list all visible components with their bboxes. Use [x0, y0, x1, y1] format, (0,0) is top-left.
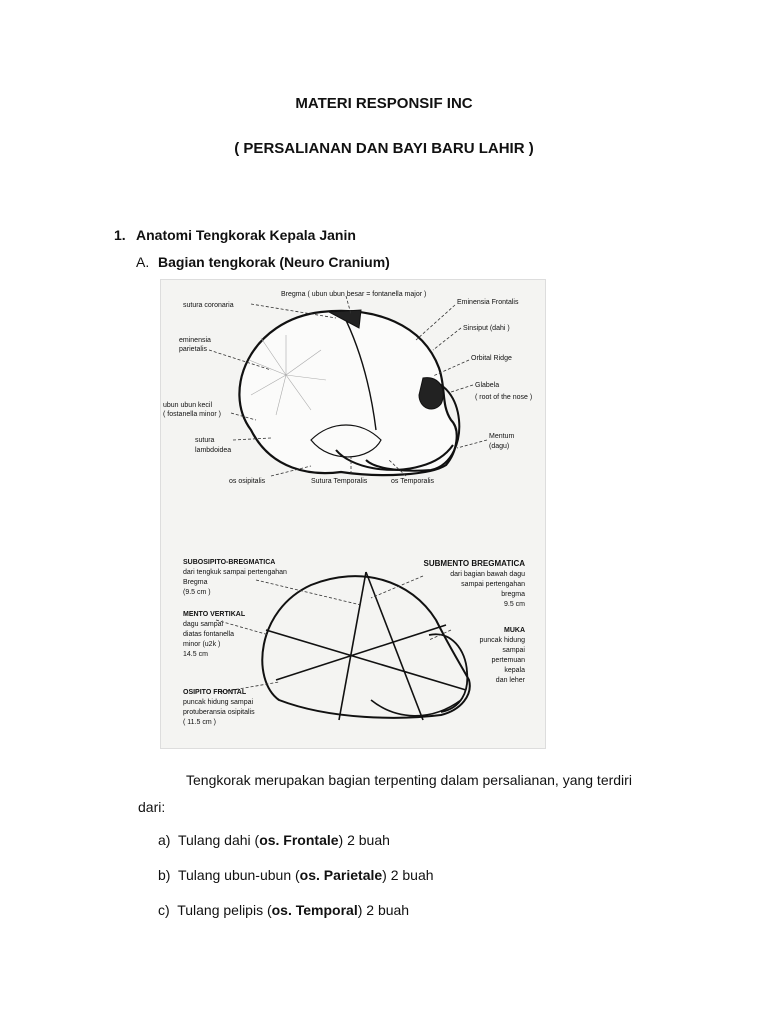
label-mentum-1: Mentum: [489, 433, 515, 440]
label-os-osipitalis: os osipitalis: [229, 478, 266, 485]
label-submento-4: 9.5 cm: [503, 601, 525, 608]
face-outline-2: [429, 634, 467, 712]
label-glabela-1: Glabela: [475, 382, 500, 389]
list-bold-term: os. Frontale: [259, 832, 339, 848]
skull-anatomy-figure: [160, 279, 546, 749]
label-mento-title: MENTO VERTIKAL: [183, 611, 246, 618]
list-item: [158, 867, 434, 883]
cranium-outline-2: [262, 576, 469, 718]
list-bold-term: os. Parietale: [299, 867, 383, 883]
list-text-end: ) 2 buah: [382, 867, 434, 883]
label-ubun-kecil-1: ubun ubun kecil: [163, 402, 213, 409]
label-sinsiput: Sinsiput (dahi ): [463, 325, 510, 332]
label-sutura-lambdoidea-2: lambdoidea: [195, 447, 232, 454]
label-mento-3: minor (u2k ): [183, 641, 221, 648]
paragraph-line-2: dari:: [138, 799, 166, 815]
label-submento-title: SUBMENTO BREGMATICA: [423, 559, 525, 568]
label-muka-3: pertemuan: [491, 657, 525, 664]
label-eminensia-parietalis-1: eminensia: [179, 337, 211, 344]
label-subosipito-2: Bregma: [183, 579, 208, 586]
label-submento-1: dari bagian bawah dagu: [450, 571, 525, 578]
list-bold-term: os. Temporal: [271, 902, 358, 918]
page-subtitle: ( PERSALIANAN DAN BAYI BARU LAHIR ): [234, 140, 534, 157]
label-muka-5: dan leher: [495, 677, 525, 684]
label-mento-4: 14.5 cm: [183, 651, 208, 658]
label-subosipito-title: SUBOSIPITO-BREGMATICA: [183, 559, 276, 566]
label-orbital-ridge: Orbital Ridge: [471, 355, 512, 362]
section-number: 1.: [114, 227, 126, 243]
label-osipito-title: OSIPITO FRONTAL: [183, 689, 247, 696]
bottom-labels: [183, 559, 526, 726]
list-marker: b): [158, 867, 171, 883]
page-title: MATERI RESPONSIF INC: [295, 95, 473, 112]
list-text: Tulang dahi (: [177, 832, 260, 848]
label-osipito-1: puncak hidung sampai: [183, 699, 254, 706]
label-os-temporalis: os Temporalis: [391, 478, 435, 485]
label-muka-title: MUKA: [504, 627, 525, 634]
diameter-skull-drawing: [216, 572, 470, 720]
label-eminensia-parietalis-2: parietalis: [179, 346, 208, 353]
label-osipito-3: ( 11.5 cm ): [183, 719, 216, 726]
label-mento-1: dagu sampai: [183, 621, 224, 628]
label-muka-4: kepala: [504, 667, 525, 674]
label-submento-2: sampai pertengahan: [461, 581, 525, 588]
lateral-skull-drawing: [209, 296, 487, 476]
list-text-end: ) 2 buah: [338, 832, 390, 848]
label-bregma: Bregma ( ubun ubun besar = fontanella major ): [281, 291, 427, 298]
list-item: [158, 902, 409, 918]
label-mento-2: diatas fontanella: [183, 631, 234, 638]
subsection-letter: A.: [136, 254, 150, 270]
list-marker: a): [158, 832, 171, 848]
label-sutura-lambdoidea-1: sutura: [195, 437, 215, 444]
label-eminensia-frontalis: Eminensia Frontalis: [457, 299, 519, 306]
label-osipito-2: protuberansia osipitalis: [183, 709, 255, 716]
label-sutura-coronaria: sutura coronaria: [183, 302, 234, 309]
label-ubun-kecil-2: ( fostanella minor ): [163, 411, 221, 418]
label-sutura-temporalis: Sutura Temporalis: [311, 478, 368, 485]
subsection-heading: Bagian tengkorak (Neuro Cranium): [158, 254, 390, 270]
list-text: Tulang pelipis (: [177, 902, 272, 918]
label-subosipito-3: (9.5 cm ): [183, 589, 211, 596]
label-submento-3: bregma: [501, 591, 525, 598]
label-subosipito-1: dari tengkuk sampai pertengahan: [183, 569, 287, 576]
list-text: Tulang ubun-ubun (: [177, 867, 300, 883]
label-muka-2: sampai: [502, 647, 525, 654]
paragraph-line-1: Tengkorak merupakan bagian terpenting dalam persalianan, yang terdiri: [186, 772, 632, 788]
label-mentum-2: (dagu): [489, 443, 510, 450]
list-item: [158, 832, 390, 848]
section-heading: Anatomi Tengkorak Kepala Janin: [136, 227, 356, 243]
label-muka-1: puncak hidung: [479, 637, 525, 644]
list-marker: c): [158, 902, 170, 918]
label-glabela-2: ( root of the nose ): [475, 394, 533, 401]
list-text-end: ) 2 buah: [357, 902, 410, 918]
